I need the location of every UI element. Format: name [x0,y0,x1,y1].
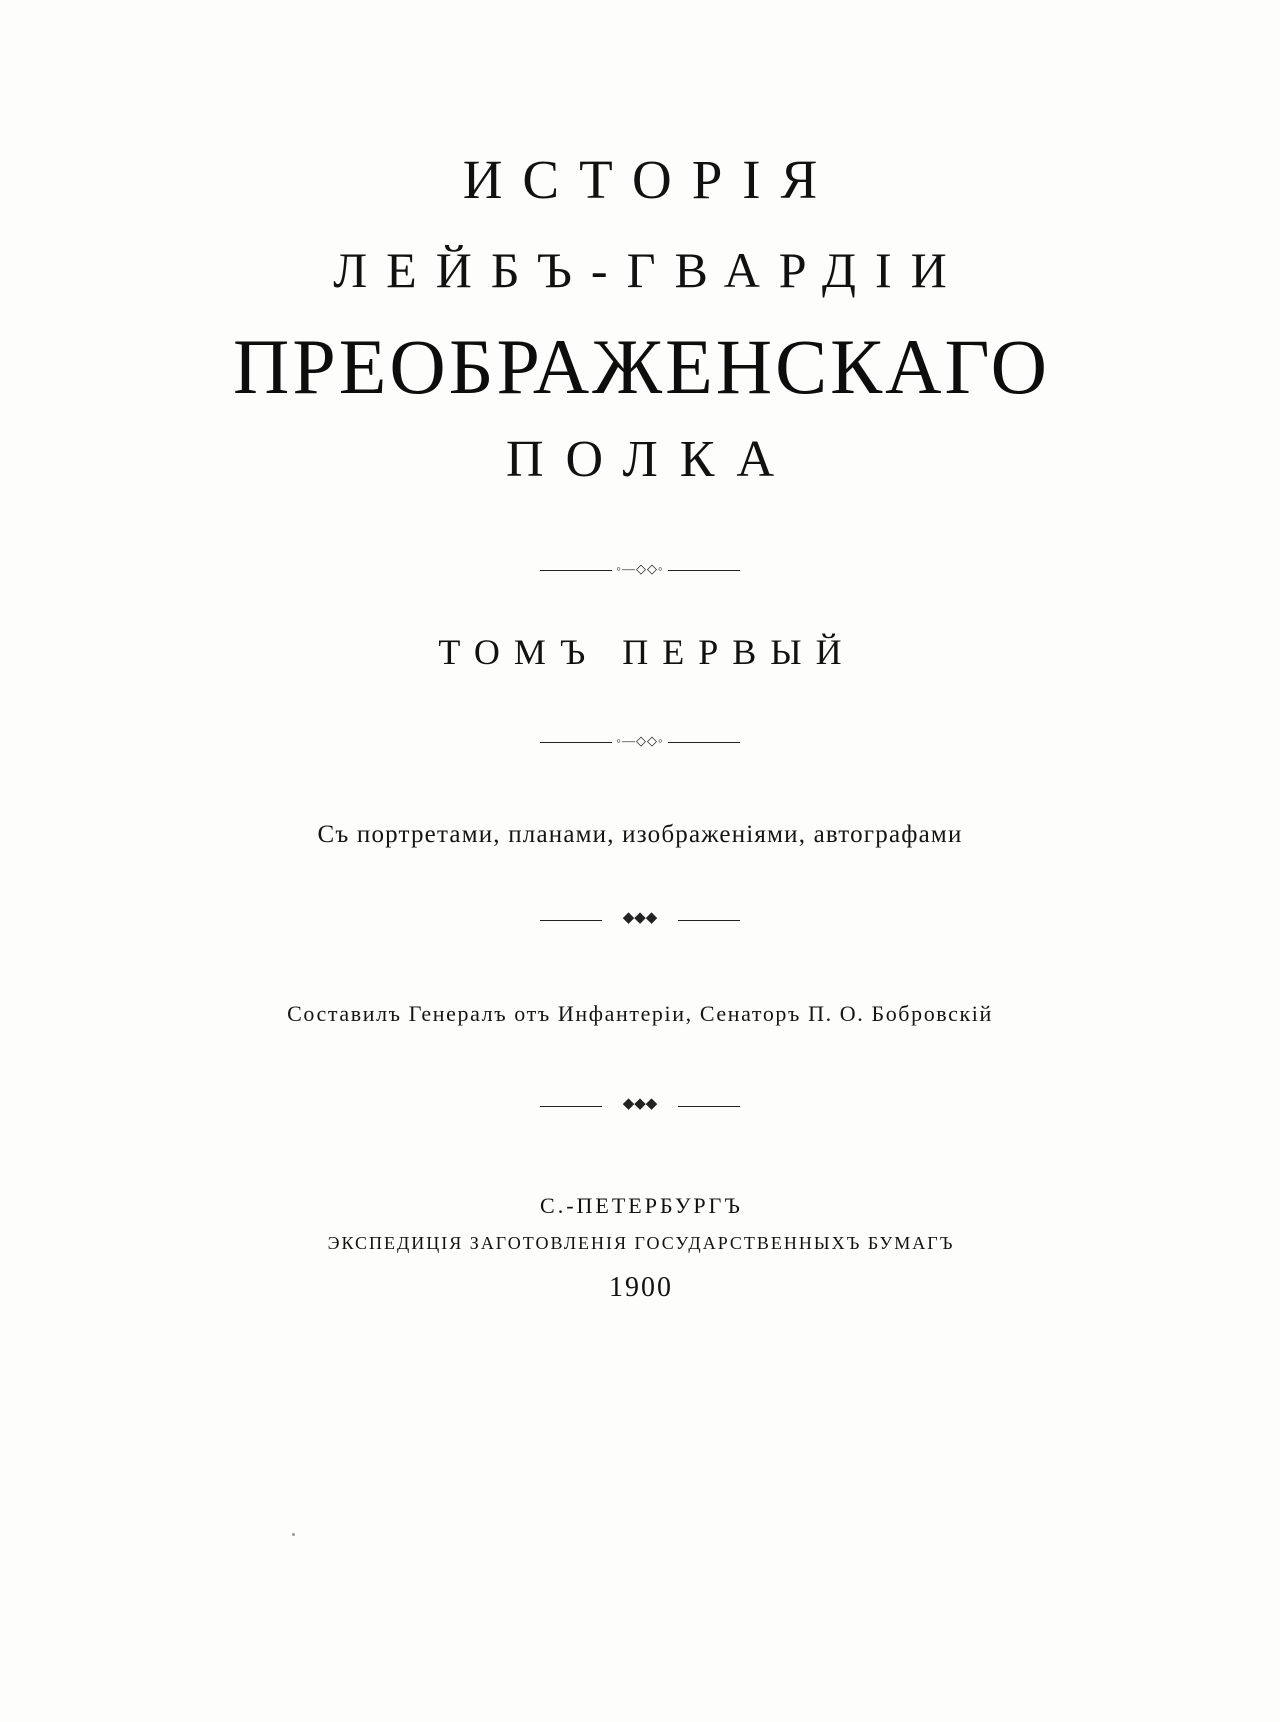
imprint-publisher: ЭКСПЕДИЦІЯ ЗАГОТОВЛЕНІЯ ГОСУДАРСТВЕННЫХЪ БУМАГЪ [327,1232,955,1253]
imprint-city: С.-ПЕТЕРБУРГЪ [540,1192,743,1218]
divider-bar-right [678,1106,740,1107]
author-credit: Составилъ Генералъ отъ Инфантеріи, Сенаторъ П. О. Бобровскій [287,1000,993,1026]
divider-bar-left [540,570,612,571]
ornament-glyph: ◆◆◆ [622,1096,658,1113]
imprint-year: 1900 [608,1271,673,1303]
ornament-divider-2 [540,733,740,751]
ornament-glyph: ◆◆◆ [622,910,658,927]
ornament-glyph: ◦—◇◇◦ [616,733,664,749]
title-block [0,150,1280,489]
divider-bar-right [678,920,740,921]
ornament-divider-3 [540,911,740,929]
subtitle: Съ портретами, планами, изображеніями, автографами [317,820,963,848]
imprint-block [326,1193,955,1304]
divider-bar-left [540,920,602,921]
title-line-1: ИСТОРІЯ [462,149,838,210]
divider-bar-right [668,742,740,743]
title-line-4: ПОЛКА [505,431,797,489]
paper-speck [292,1533,295,1536]
ornament-divider-1 [540,561,740,579]
title-line-2: ЛЕЙБЪ-ГВАРДІИ [333,241,966,298]
divider-bar-left [540,742,612,743]
divider-bar-right [668,570,740,571]
title-line-3: ПРЕОБРАЖЕНСКАГО [233,322,1050,410]
ornament-divider-4 [540,1097,740,1115]
volume-label: ТОМЪ ПЕРВЫЙ [438,631,856,672]
ornament-glyph: ◦—◇◇◦ [616,561,664,577]
divider-bar-left [540,1106,602,1107]
